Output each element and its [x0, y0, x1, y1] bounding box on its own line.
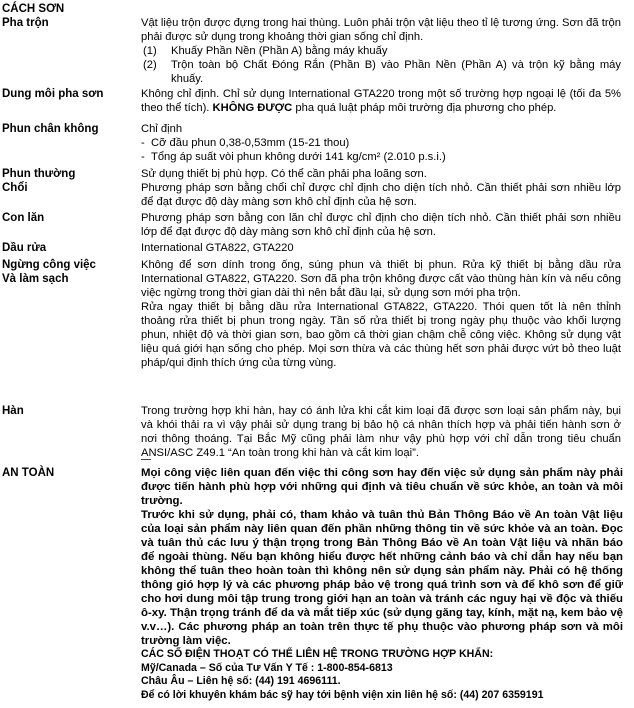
thinner-text-a: Không chỉ định. Chỉ sử dụng International GTA220 trong một số trường hợp ngoại lệ (tối đa 5% theo thể tích).	[141, 88, 621, 114]
divider-rule	[141, 459, 151, 460]
bullet-dash: -	[141, 137, 145, 149]
step-number: (1)	[143, 45, 157, 57]
work-stoppage-label-line1: Ngừng công việc	[2, 259, 96, 271]
airless-bullet	[141, 136, 621, 150]
thinner-warning: KHÔNG ĐƯỢC	[212, 102, 293, 114]
section-title: CÁCH SƠN	[2, 3, 65, 15]
bullet-dash: -	[141, 151, 145, 163]
mixing-steps	[141, 44, 621, 86]
roller-body: Phương pháp sơn bằng con lăn chỉ được chỉ định cho diện tích nhỏ. Cần thiết phải sơn nhiều lớp để đạt được độ dày màng sơn khô chỉ định của hệ sơn.	[141, 212, 621, 238]
safety-body	[141, 466, 623, 702]
cleaner-label: Dầu rửa	[2, 242, 47, 254]
work-stoppage-label-line2: Và làm sạch	[2, 273, 69, 285]
airless-label: Phun chân không	[2, 123, 99, 135]
work-stoppage-label	[2, 258, 137, 286]
welding-body: Trong trường hợp khi hàn, hay có ánh lửa khi cắt kim loại đã được sơn loại sản phẩm này, bụi và khói thải ra vì vậy phải sử dụng trang bị bảo hộ cá nhân thích hợp và phải tiến hành sơn ở nơi thông thoáng. Tại Bắc Mỹ cũng phải làm như vậy phù hợp với chỉ dẫn trong tiêu chuẩn ANSI/ASC Z49.1 “An toàn trong khi hàn và cắt kim loại”.	[141, 405, 621, 459]
airless-line: Chỉ định	[141, 123, 183, 135]
safety-para1: Mọi công việc liên quan đến việc thi công sơn hay đến việc sử dụng sản phẩm này phải được tiến hành phù hợp với những qui định và tiêu chuẩn về sức khỏe, an toàn và môi trường.	[141, 467, 623, 507]
emergency-contact-medical: Để có lời khuyên khám bác sỹ hay tới bệnh viện xin liên hệ số: (44) 207 6359191	[141, 688, 544, 701]
safety-label: AN TOÀN	[2, 467, 55, 479]
mixing-label: Pha trộn	[2, 17, 49, 29]
cleaner-row	[0, 241, 634, 255]
work-stoppage-body	[141, 258, 621, 370]
emergency-contact-us-canada: Mỹ/Canada – Số của Tư Vấn Y Tế : 1-800-854-6813	[141, 661, 393, 674]
roller-label: Con lăn	[2, 212, 45, 224]
welding-label: Hàn	[2, 405, 24, 417]
bullet-text: Tổng áp suất vòi phun không dưới 141 kg/cm² (2.010 p.s.i.)	[151, 151, 446, 163]
step-text: Trộn toàn bộ Chất Đóng Rắn (Phần B) vào Phần Nền (Phần A) và trộn kỹ bằng máy khuấy.	[171, 59, 621, 85]
brush-row	[0, 181, 634, 209]
emergency-contact-europe: Châu Âu – Liên hệ số: (44) 191 4696111.	[141, 675, 341, 687]
thinner-label: Dung môi pha sơn	[2, 88, 104, 100]
work-stoppage-para1: Không để sơn dính trong ống, súng phun và thiết bị phun. Rửa kỹ thiết bị bằng dầu rửa International GTA822, GTA220. Sơn đã pha trộn không được cất vào thùng hàn kín và nếu công việc ngừng trong thời gian dài thì nên bắt đầu lại, sử dụng sơn mới pha trộn.	[141, 259, 621, 299]
step-number: (2)	[143, 59, 157, 71]
work-stoppage-row	[0, 258, 634, 386]
welding-row	[0, 404, 634, 460]
conventional-label: Phun thường	[2, 168, 76, 180]
bullet-text: Cỡ đầu phun 0,38-0,53mm (15-21 thou)	[151, 137, 350, 149]
thinner-text-b: pha quá luật pháp môi trường địa phương cho phép.	[292, 102, 557, 114]
mixing-row	[0, 16, 634, 85]
thinner-body	[141, 87, 621, 115]
mixing-step	[141, 58, 621, 86]
airless-body	[141, 122, 621, 164]
airless-bullet	[141, 150, 621, 164]
airless-row	[0, 122, 634, 166]
safety-para2: Trước khi sử dụng, phải có, tham khảo và tuân thủ Bản Thông Báo về An toàn Vật liệu của loại sản phẩm này liên quan đến phần những thông tin về sức khỏe và an toàn. Đọc và tuân thủ các lưu ý thận trọng trong Bản Thông Báo về An toàn Vật liệu và nhãn báo để ngoài thùng. Nếu bạn không hiểu được hết những cảnh báo và chỉ dẫn hay nếu bạn không thể tuân theo hoàn toàn thì không nên sử dụng sản phẩm này. Phải có hệ thống thông gió hợp lý và các phương pháp bảo vệ trong quá trình sơn và để khô sơn để giữ cho hơi dung môi tập trung trong giới hạn an toàn và tránh các nguy hại về độc và thiếu ô-xy. Thận trọng tránh để da và mắt tiếp xúc (sử dụng găng tay, kính, mặt nạ, kem bảo vệ v.v…). Các phương pháp an toàn trên thực tế phụ thuộc vào phương pháp sơn và môi trường làm việc.	[141, 509, 623, 647]
work-stoppage-para2: Rửa ngay thiết bị bằng dầu rửa International GTA822, GTA220. Thói quen tốt là nên thỉnh thoảng rửa thiết bị phun trong ngày. Tần số rửa thiết bị trong ngày phụ thuộc vào khối lượng phun, nhiệt độ và thời gian sơn, bao gồm cả thời gian chậm chễ công việc. Không sử dụng vật liệu quá giới hạn sống cho phép. Mọi sơn thừa và các thùng hết sơn phải được vứt bỏ theo luật pháp/qui định thích ứng của từng vùng.	[141, 301, 621, 369]
thinner-row	[0, 87, 634, 117]
cleaner-body: International GTA822, GTA220	[141, 242, 294, 254]
conventional-row	[0, 167, 634, 181]
mixing-intro: Vật liệu trộn được đựng trong hai thùng. Luôn phải trộn vật liệu theo tỉ lệ tương ứng. Sơn đã trộn phải được sử dụng trong khoảng thời gian sống chỉ định.	[141, 17, 621, 43]
mixing-step	[141, 44, 621, 58]
mixing-body	[141, 16, 621, 86]
step-text: Khuấy Phần Nền (Phần A) bằng máy khuấy	[171, 45, 388, 57]
roller-row	[0, 211, 634, 239]
emergency-contacts-heading: CÁC SỐ ĐIỆN THOẠT CÓ THỂ LIÊN HỆ TRONG TRƯỜNG HỢP KHẨN:	[141, 648, 494, 660]
thinner-text	[141, 87, 621, 115]
brush-label: Chổi	[2, 182, 28, 194]
brush-body: Phương pháp sơn bằng chổi chỉ được chỉ định cho diện tích nhỏ. Cần thiết phải sơn nhiều lớp để đạt được độ dày màng sơn khô chỉ định của hệ sơn.	[141, 182, 621, 208]
conventional-body: Sử dụng thiết bị phù hợp. Có thể cần phải pha loãng sơn.	[141, 168, 427, 180]
